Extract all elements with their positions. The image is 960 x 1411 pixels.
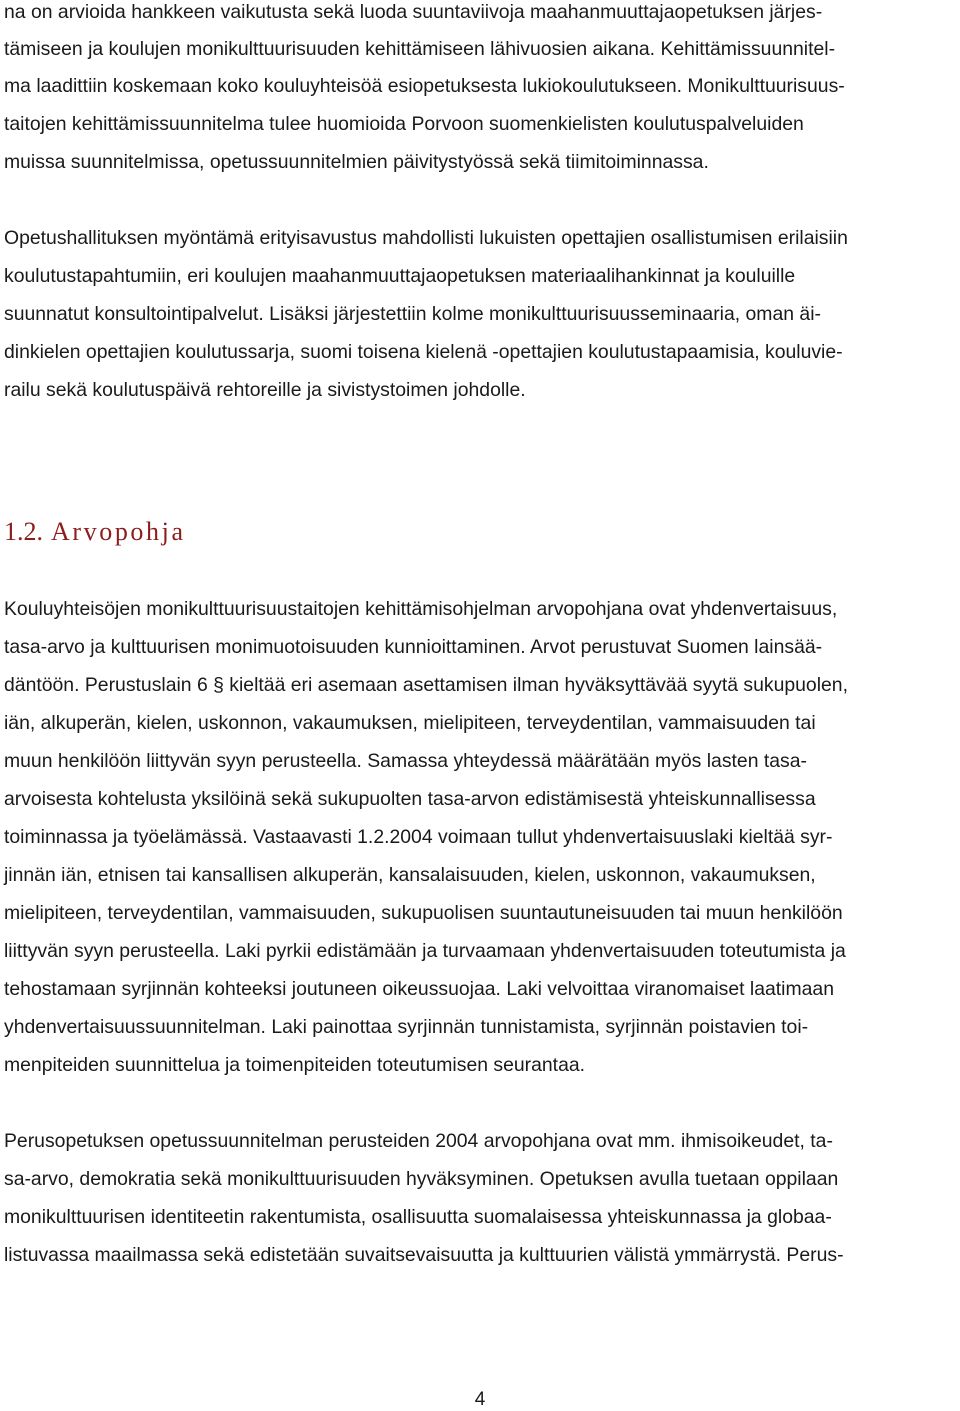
text-line: tämiseen ja koulujen monikulttuurisuuden kehittämiseen lähivuosien aikana. Kehittämissuunnitel- <box>4 38 836 60</box>
text-line: däntöön. Perustuslain 6 § kieltää eri asemaan asettamisen ilman hyväksyttävää syytä sukupuolen, <box>4 674 848 696</box>
text-line: na on arvioida hankkeen vaikutusta sekä luoda suuntaviivoja maahanmuuttajaopetuksen järjes- <box>4 1 823 23</box>
text-line: muun henkilöön liittyvän syyn perusteella. Samassa yhteydessä määrätään myös lasten tasa- <box>4 750 807 772</box>
text-line: taitojen kehittämissuunnitelma tulee huomioida Porvoon suomenkielisten koulutuspalveluiden <box>4 113 804 135</box>
text-line: mielipiteen, terveydentilan, vammaisuuden, sukupuolisen suuntautuneisuuden tai muun henkilöön <box>4 902 843 924</box>
text-line: iän, alkuperän, kielen, uskonnon, vakaumuksen, mielipiteen, terveydentilan, vammaisuuden tai <box>4 712 816 734</box>
text-line: listuvassa maailmassa sekä edistetään suvaitsevaisuutta ja kulttuurien välistä ymmärrystä. Perus- <box>4 1244 844 1266</box>
text-line: tehostamaan syrjinnän kohteeksi joutuneen oikeussuojaa. Laki velvoittaa viranomaiset laatimaan <box>4 978 834 1000</box>
text-line: suunnatut konsultointipalvelut. Lisäksi järjestettiin kolme monikulttuurisuusseminaaria, oman äi- <box>4 303 821 325</box>
text-line: Kouluyhteisöjen monikulttuurisuustaitojen kehittämisohjelman arvopohjana ovat yhdenvertaisuus, <box>4 598 838 620</box>
text-line: menpiteiden suunnittelua ja toimenpiteiden toteutumisen seurantaa. <box>4 1054 586 1076</box>
text-line: Perusopetuksen opetussuunnitelman perusteiden 2004 arvopohjana ovat mm. ihmisoikeudet, ta- <box>4 1130 833 1152</box>
text-line: toiminnassa ja työelämässä. Vastaavasti 1.2.2004 voimaan tullut yhdenvertaisuuslaki kieltää syr- <box>4 826 833 848</box>
text-line: railu sekä koulutuspäivä rehtoreille ja sivistystoimen johdolle. <box>4 379 526 401</box>
text-line: koulutustapahtumiin, eri koulujen maahanmuuttajaopetuksen materiaalihankinnat ja kouluille <box>4 265 796 287</box>
section-number: 1.2. <box>4 517 43 546</box>
section-title: Arvopohja <box>51 517 186 546</box>
text-line: jinnän iän, etnisen tai kansallisen alkuperän, kansalaisuuden, kielen, uskonnon, vakaumuksen, <box>4 864 816 886</box>
text-line: Opetushallituksen myöntämä erityisavustus mahdollisti lukuisten opettajien osallistumisen erilaisiin <box>4 227 848 249</box>
text-line: arvoisesta kohtelusta yksilöinä sekä sukupuolten tasa-arvon edistämisestä yhteiskunnallisessa <box>4 788 816 810</box>
section-heading <box>4 516 186 548</box>
text-line: ma laadittiin koskemaan koko kouluyhteisöä esiopetuksesta lukiokoulutukseen. Monikulttuurisuus- <box>4 75 845 97</box>
page-number: 4 <box>474 1389 486 1410</box>
text-line: muissa suunnitelmissa, opetussuunnitelmien päivitystyössä sekä tiimitoiminnassa. <box>4 151 709 173</box>
text-line: dinkielen opettajien koulutussarja, suomi toisena kielenä -opettajien koulutustapaamisia, kouluvie- <box>4 341 843 363</box>
text-line: tasa-arvo ja kulttuurisen monimuotoisuuden kunnioittaminen. Arvot perustuvat Suomen lainsää- <box>4 636 823 658</box>
text-line: yhdenvertaisuussuunnitelman. Laki painottaa syrjinnän tunnistamista, syrjinnän poistavien toi- <box>4 1016 809 1038</box>
text-line: monikulttuurisen identiteetin rakentumista, osallisuutta suomalaisessa yhteiskunnassa ja globaa- <box>4 1206 832 1228</box>
text-line: sa-arvo, demokratia sekä monikulttuurisuuden hyväksyminen. Opetuksen avulla tuetaan oppilaan <box>4 1168 839 1190</box>
text-line: liittyvän syyn perusteella. Laki pyrkii edistämään ja turvaamaan yhdenvertaisuuden toteutumista ja <box>4 940 846 962</box>
